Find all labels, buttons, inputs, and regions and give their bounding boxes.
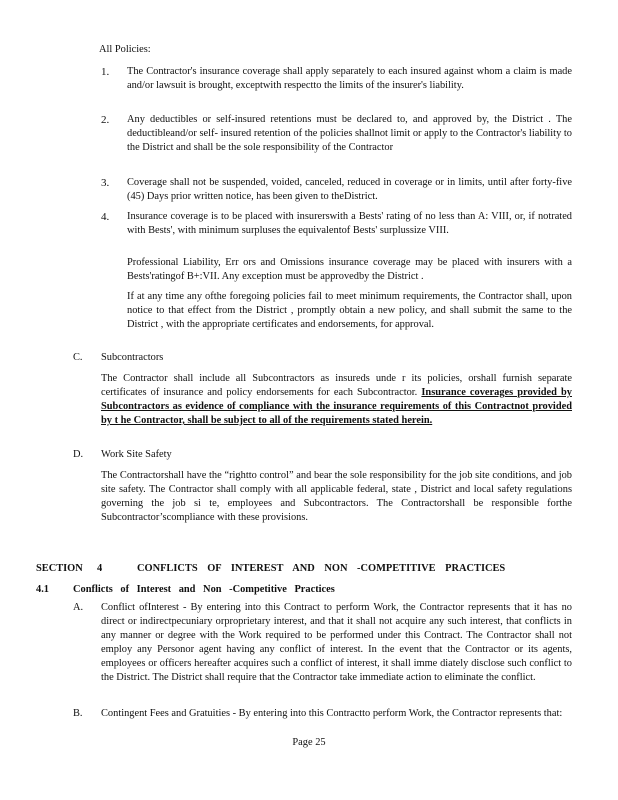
clause-b-letter: B. — [73, 708, 83, 719]
subsection-c-letter: C. — [73, 352, 83, 363]
item-number-2: 2. — [101, 114, 110, 126]
section-4-title: CONFLICTS OF INTEREST AND NON -COMPETITIVE PRACTICES — [137, 563, 506, 574]
clause-a-letter: A. — [73, 602, 84, 613]
subcontractors-paragraph — [101, 372, 572, 428]
item-number-1: 1. — [101, 66, 110, 78]
section-4-number: 4 — [97, 563, 103, 574]
subcontractors-bold-text: Insurance coverages provided by Subcontractors as evidence of compliance with the insurance requirements of this Contractnot provided by t he Contractor, shall be subject to all of the requirements stated herein. — [101, 387, 572, 426]
section-4-label: SECTION — [36, 563, 83, 574]
all-policies-heading: All Policies: — [99, 44, 151, 55]
policy-item-2: Any deductibles or self-insured retentions must be declared to, and approved by, the District . The deductibleand/or self- insured retention of the policies shallnot limit or apply to the Contractor's liability to the District and shall be the sole responsibility of the Contractor — [127, 114, 572, 153]
policy-failure-paragraph: If at any time any ofthe foregoing policies fail to meet minimum requirements, the Contractor shall, upon notice to that effect from the District , promptly obtain a new policy, and shall submit the same to the District , with the appropriate certificates and endorsements, for approval. — [127, 291, 572, 330]
conflict-of-interest-paragraph: Conflict ofInterest - By entering into this Contract to perform Work, the Contractor represents that it has no direct or indirectpecuniary orproprietary interest, and that it shall not acquire any such interest, that conflicts in any manner or degree with the Work required to be performed under this Contract. The Contractor shall not employ any Personor agent having any conflict of interest. In the event that the Contractor or its agents, employees or officers hereafter acquires such a conflict of interest, it shall imme diately disclose such conflict to the District. The District shall require that the Contractor take immediate action to eliminate the conflict. — [101, 602, 572, 683]
policy-item-1: The Contractor's insurance coverage shall apply separately to each insured against whom a claim is made and/or lawsuit is brought, exceptwith respectto the limits of the insurer's liability. — [127, 66, 572, 91]
policy-item-3: Coverage shall not be suspended, voided, canceled, reduced in coverage or in limits, until after forty-five (45) Days prior written notice, has been given to theDistrict. — [127, 177, 572, 202]
page-number: Page 25 — [292, 737, 326, 748]
item-number-4: 4. — [101, 211, 110, 223]
contingent-fees-paragraph: Contingent Fees and Gratuities - By entering into this Contractto perform Work, the Contractor represents that: — [101, 708, 563, 719]
item-number-3: 3. — [101, 177, 110, 189]
subsection-c-title: Subcontractors — [101, 352, 164, 363]
work-site-safety-paragraph: The Contractorshall have the “rightto control” and bear the sole responsibility for the job site conditions, and job site safety. The Contractor shall comply with all applicable federal, state , District and local safety regulations governing the job si te, employees and Subcontractors. The Contractorshall be responsible forthe Subcontractor’scompliance with these provisions. — [101, 470, 572, 523]
subcontractors-text: The Contractor shall include all Subcontractors as insureds unde r its policies, orshall furnish separate certificates of insurance and policy endorsements for each Subcontractor. — [101, 373, 572, 398]
policy-item-4: Insurance coverage is to be placed with insurerswith a Bests' rating of no less than A: VIII, or, if notrated with Bests', with minimum surpluses the equivalentof Bests' surplussize VIII. — [127, 211, 572, 236]
subsection-d-title: Work Site Safety — [101, 449, 172, 460]
subsection-d-letter: D. — [73, 449, 84, 460]
section-4-1-number: 4.1 — [36, 584, 49, 595]
section-4-1-title: Conflicts of Interest and Non -Competitive Practices — [73, 584, 335, 595]
professional-liability-paragraph: Professional Liability, Err ors and Omissions insurance coverage may be placed with insurers with a Bests'ratingof B+:VII. Any exception must be approvedby the District . — [127, 257, 572, 282]
